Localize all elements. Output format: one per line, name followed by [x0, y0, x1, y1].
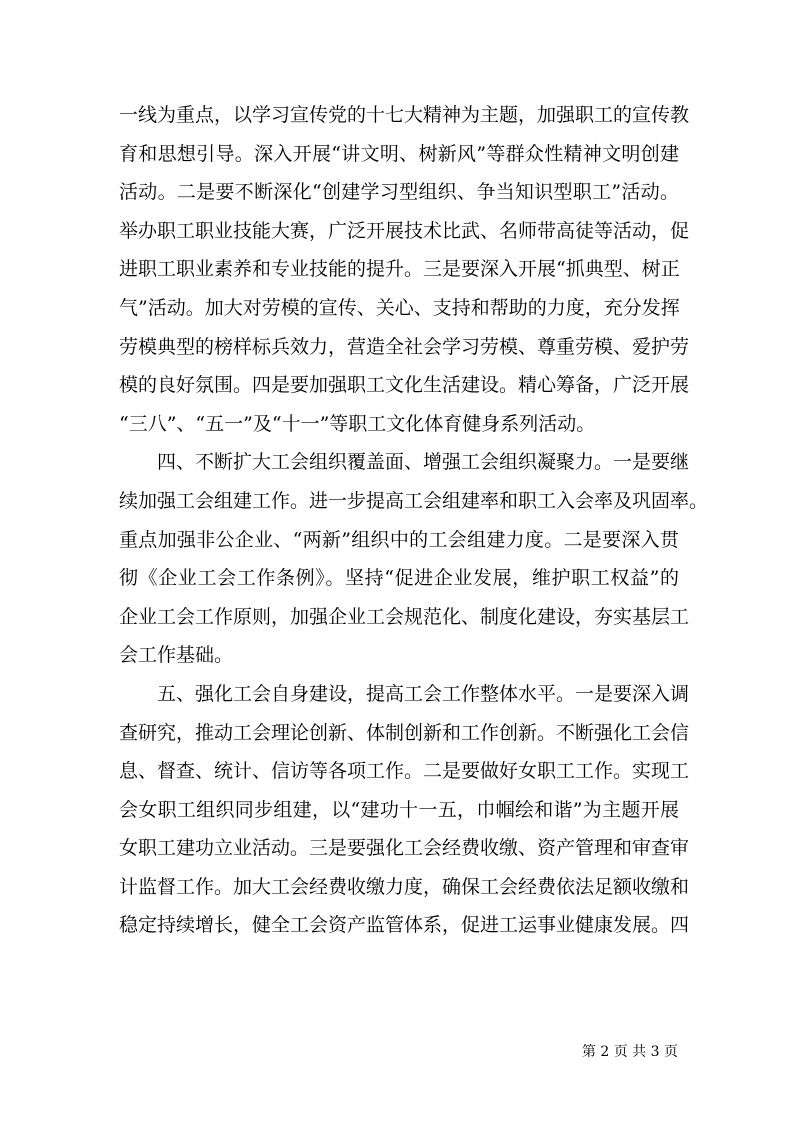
- text-line: 计监督工作。加大工会经费收缴力度，确保工会经费依法足额收缴和: [119, 875, 690, 898]
- text-line: 会工作基础。: [119, 644, 234, 667]
- text-line: 重点加强非公企业、“两新”组织中的工会组建力度。二是要深入贯: [119, 528, 679, 551]
- text-line: 会女职工组织同步组建，以“建功十一五，巾帼绘和谐”为主题开展: [119, 798, 679, 821]
- text-line: “三八”、“五一”及“十一”等职工文化体育健身系列活动。: [119, 412, 596, 435]
- text-line: 进职工职业素养和专业技能的提升。三是要深入开展“抓典型、树正: [119, 258, 680, 281]
- text-line: 五、强化工会自身建设，提高工会工作整体水平。一是要深入调: [157, 682, 690, 705]
- text-line: 四、不断扩大工会组织覆盖面、增强工会组织凝聚力。一是要继: [157, 451, 690, 474]
- text-line: 模的良好氛围。四是要加强职工文化生活建设。精心筹备，广泛开展: [119, 374, 690, 397]
- text-line: 企业工会工作原则，加强企业工会规范化、制度化建设，夯实基层工: [119, 605, 690, 628]
- text-line: 育和思想引导。深入开展“讲文明、树新风”等群众性精神文明创建: [119, 142, 679, 165]
- text-line: 一线为重点，以学习宣传党的十七大精神为主题，加强职工的宣传教: [119, 104, 690, 126]
- text-line: 气”活动。加大对劳模的宣传、关心、支持和帮助的力度，充分发挥: [119, 296, 680, 319]
- text-line: 活动。二是要不断深化“创建学习型组织、争当知识型职工”活动。: [119, 181, 679, 204]
- text-line: 劳模典型的榜样标兵效力，营造全社会学习劳模、尊重劳模、爱护劳: [119, 335, 690, 358]
- text-line: 稳定持续增长，健全工会资产监管体系，促进工运事业健康发展。四: [119, 914, 690, 937]
- body-text: [119, 96, 709, 945]
- text-line: 息、督查、统计、信访等各项工作。二是要做好女职工工作。实现工: [119, 760, 690, 783]
- text-line: 女职工建功立业活动。三是要强化工会经费收缴、资产管理和审查审: [119, 837, 690, 860]
- page-number: 第 2 页 共 3 页: [581, 1044, 678, 1060]
- text-line: 查研究，推动工会理论创新、体制创新和工作创新。不断强化工会信: [119, 721, 690, 744]
- text-line: 彻《企业工会工作条例》。坚持“促进企业发展，维护职工权益”的: [119, 567, 679, 590]
- text-line: 举办职工职业技能大赛，广泛开展技术比武、名师带高徒等活动，促: [119, 219, 690, 242]
- text-line: 续加强工会组建工作。进一步提高工会组建率和职工入会率及巩固率。: [119, 489, 709, 512]
